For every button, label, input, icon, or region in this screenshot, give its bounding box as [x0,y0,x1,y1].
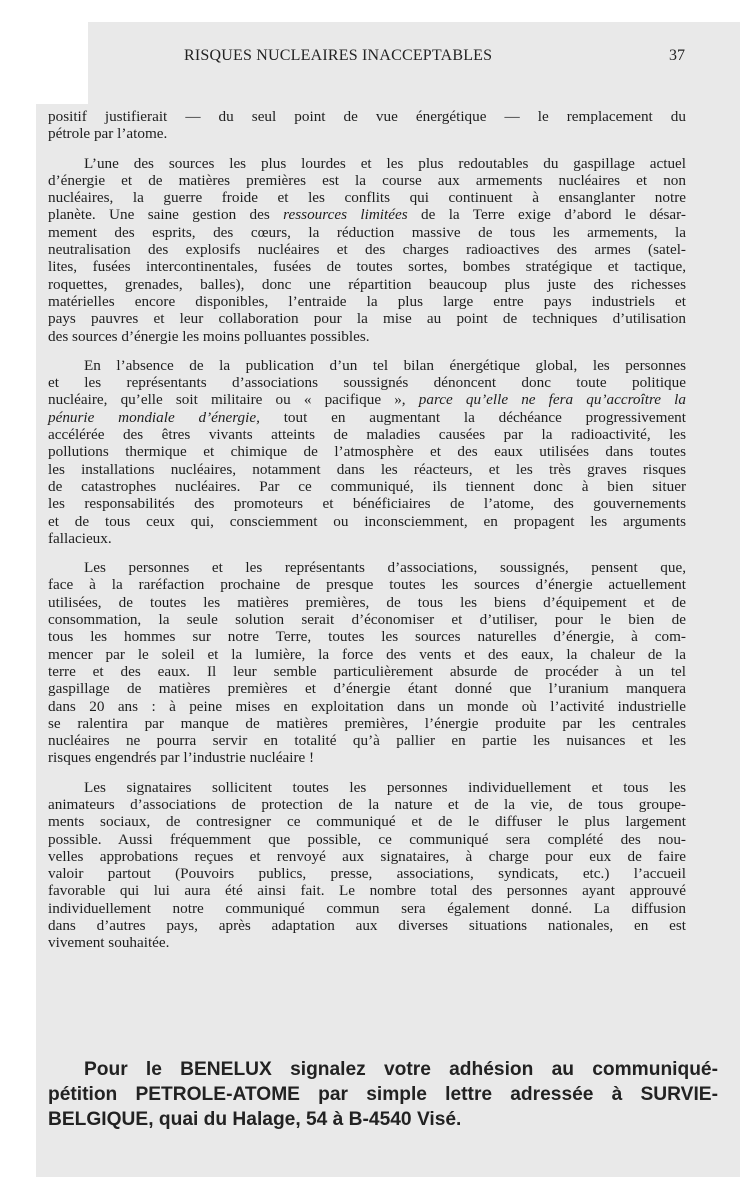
text-line [48,310,686,327]
text-run: dans d’autres pays, après adaptation aux diverses situations nationales, en est [48,917,686,935]
text-line [48,646,686,663]
text-line [48,461,686,478]
text-run: nucléaires, la guerre froide et les conflits qui continuent à ensanglanter notre [48,189,686,207]
text-run: tous les hommes sur notre Terre, toutes les sources naturelles d’énergie, à com- [48,628,686,646]
paragraph-gap [48,143,686,155]
text-line [48,934,686,951]
text-run: tout en augmentant la déchéance progressivement [259,408,686,426]
text-run: terre et des eaux. Il leur semble particulièrement absurde de procéder à un tel [48,662,686,680]
text-line [48,698,686,715]
text-line [48,611,686,628]
italic-text: pénurie mondiale d’énergie, [48,408,260,426]
text-run: neutralisation des explosifs nucléaires et des charges radioactives des armes (satel- [48,241,686,259]
text-run: les responsabilités des promoteurs et bénéficiaires de l’atome, des gouvernements [48,495,686,513]
paragraph-gap [48,345,686,357]
text-line [48,125,686,142]
paragraph-gap [48,547,686,559]
italic-text: parce qu’elle ne fera qu’accroître la [418,391,686,409]
text-run: consommation, la seule solution serait d’économiser et d’utiliser, pour le bien de [48,611,686,629]
text-line [48,293,686,310]
notice-line: BELGIQUE, quai du Halage, 54 à B-4540 Visé. [48,1109,462,1130]
text-line [48,391,686,408]
paragraph-gap [48,767,686,779]
text-line [48,848,686,865]
paragraph [48,559,686,767]
text-line [48,628,686,645]
text-line [48,900,686,917]
text-run: animateurs d’associations de protection de la nature et de la vie, de tous groupe- [48,795,686,813]
text-line [48,732,686,749]
text-run: positif justifierait — du seul point de vue énergétique — le remplacement du [48,108,686,125]
text-run: utilisées, de toutes les matières premières, de tous les biens d’équipement et de [48,593,686,611]
text-run: dans 20 ans : à peine mises en exploitation dans un monde où l’activité industrielle [48,697,686,715]
text-line [48,155,686,172]
text-line [48,917,686,934]
text-line [48,495,686,512]
text-run: Les signataires sollicitent toutes les personnes individuellement et tous les [84,778,686,796]
text-run: accélérée des êtres vivants atteints de maladies causées par la radioactivité, les [48,426,686,444]
body-text [48,108,686,952]
text-line [48,796,686,813]
text-line [48,831,686,848]
text-run: et les représentants d’associations soussignés dénoncent donc toute politique [48,374,686,392]
text-line [48,276,686,293]
text-run: de catastrophes nucléaires. Par ce communiqué, ils tiennent donc à bien situer [48,477,686,495]
text-line [48,513,686,530]
text-run: face à la raréfaction prochaine de presque toutes les sources d’énergie actuellement [48,576,686,594]
text-run: L’une des sources les plus lourdes et les plus redoutables du gaspillage actuel [84,154,686,172]
text-line [48,663,686,680]
text-run: d’énergie et de matières premières est la course aux armements nucléaires et non [48,171,686,189]
text-run: mement des esprits, des cœurs, la réduction massive de tous les armements, la [48,223,686,241]
page-header [0,47,740,69]
text-run: gaspillage de matières premières et d’énergie étant donné que l’uranium manquera [48,680,686,698]
running-title: RISQUES NUCLEAIRES INACCEPTABLES [184,47,493,64]
text-line [48,328,686,345]
italic-text: ressources limitées [283,206,408,224]
text-run: En l’absence de la publication d’un tel bilan énergétique global, les personnes [84,356,686,374]
text-line [48,530,686,547]
paragraph [48,357,686,547]
benelux-notice [48,1057,718,1132]
text-run: lites, fusées intercontinentales, fusées de toutes sortes, bombes stratégique et tactique, [48,258,686,276]
text-line [48,576,686,593]
text-run: ments sociaux, de contresigner ce communiqué et de le diffuser le plus largement [48,813,686,831]
text-line [48,108,686,125]
text-run: vivement souhaitée. [48,934,170,952]
text-line [48,559,686,576]
text-line [48,409,686,426]
text-run: fallacieux. [48,529,112,547]
text-run: et de tous ceux qui, consciemment ou inconsciemment, en propagent les arguments [48,512,686,530]
paragraph [48,108,686,143]
text-line [48,680,686,697]
text-run: de la Terre exige d’abord le désar- [407,206,686,224]
text-line [48,594,686,611]
text-run: pollutions thermique et chimique de l’atmosphère et des eaux utilisées dans toutes [48,443,686,461]
text-run: planète. Une saine gestion des [48,206,284,224]
text-run: nucléaires ne pourra servir en totalité qu’à pallier en partie les nuisances et les [48,732,686,750]
text-line [48,749,686,766]
text-run: matérielles encore disponibles, l’entraide la plus large entre pays industriels et [48,292,686,310]
text-line [48,426,686,443]
text-run: mencer par le soleil et la lumière, la force des vents et des eaux, la chaleur de la [48,645,686,663]
paragraph [48,779,686,952]
text-line [48,813,686,830]
paragraph [48,155,686,345]
notice-line: pétition PETROLE-ATOME par simple lettre adressée à SURVIE- [48,1084,718,1105]
text-line [48,443,686,460]
text-line [48,715,686,732]
text-line [48,258,686,275]
text-run: favorable qui lui aura été ainsi fait. Le nombre total des personnes ayant approuvé [48,882,686,900]
text-line [48,224,686,241]
text-run: roquettes, grenades, balles), donc une répartition beaucoup plus juste des richesses [48,275,686,293]
text-line [48,241,686,258]
text-run: risques engendrés par l’industrie nucléaire ! [48,749,315,767]
text-run: se ralentira par manque de matières premières, l’énergie produite par les centrales [48,714,686,732]
text-line [48,478,686,495]
text-run: des sources d’énergie les moins polluantes possibles. [48,327,370,345]
text-line [48,779,686,796]
page-number: 37 [669,47,685,64]
text-line [48,189,686,206]
text-line [48,357,686,374]
text-run: pays pauvres et leur collaboration pour la mise au point de techniques d’utilisation [48,310,686,328]
text-line [48,374,686,391]
text-line [48,882,686,899]
text-line [48,206,686,223]
text-run: Les personnes et les représentants d’associations, soussignés, pensent que, [84,559,686,577]
text-run: les installations nucléaires, notamment dans les réacteurs, et les très graves risques [48,460,686,478]
text-run: pétrole par l’atome. [48,125,168,143]
text-line [48,865,686,882]
text-run: nucléaire, qu’elle soit militaire ou « pacifique », [48,391,419,409]
text-run: valoir partout (Pouvoirs publics, presse, associations, syndicats, etc.) l’accueil [48,865,686,883]
notice-line: Pour le BENELUX signalez votre adhésion au communiqué- [84,1059,718,1080]
text-run: velles approbations reçues et renvoyé aux signataires, à charge pour eux de faire [48,847,686,865]
text-run: individuellement notre communiqué commun sera également donné. La diffusion [48,899,686,917]
text-run: possible. Aussi fréquemment que possible, ce communiqué sera complété des nou- [48,830,686,848]
text-line [48,172,686,189]
